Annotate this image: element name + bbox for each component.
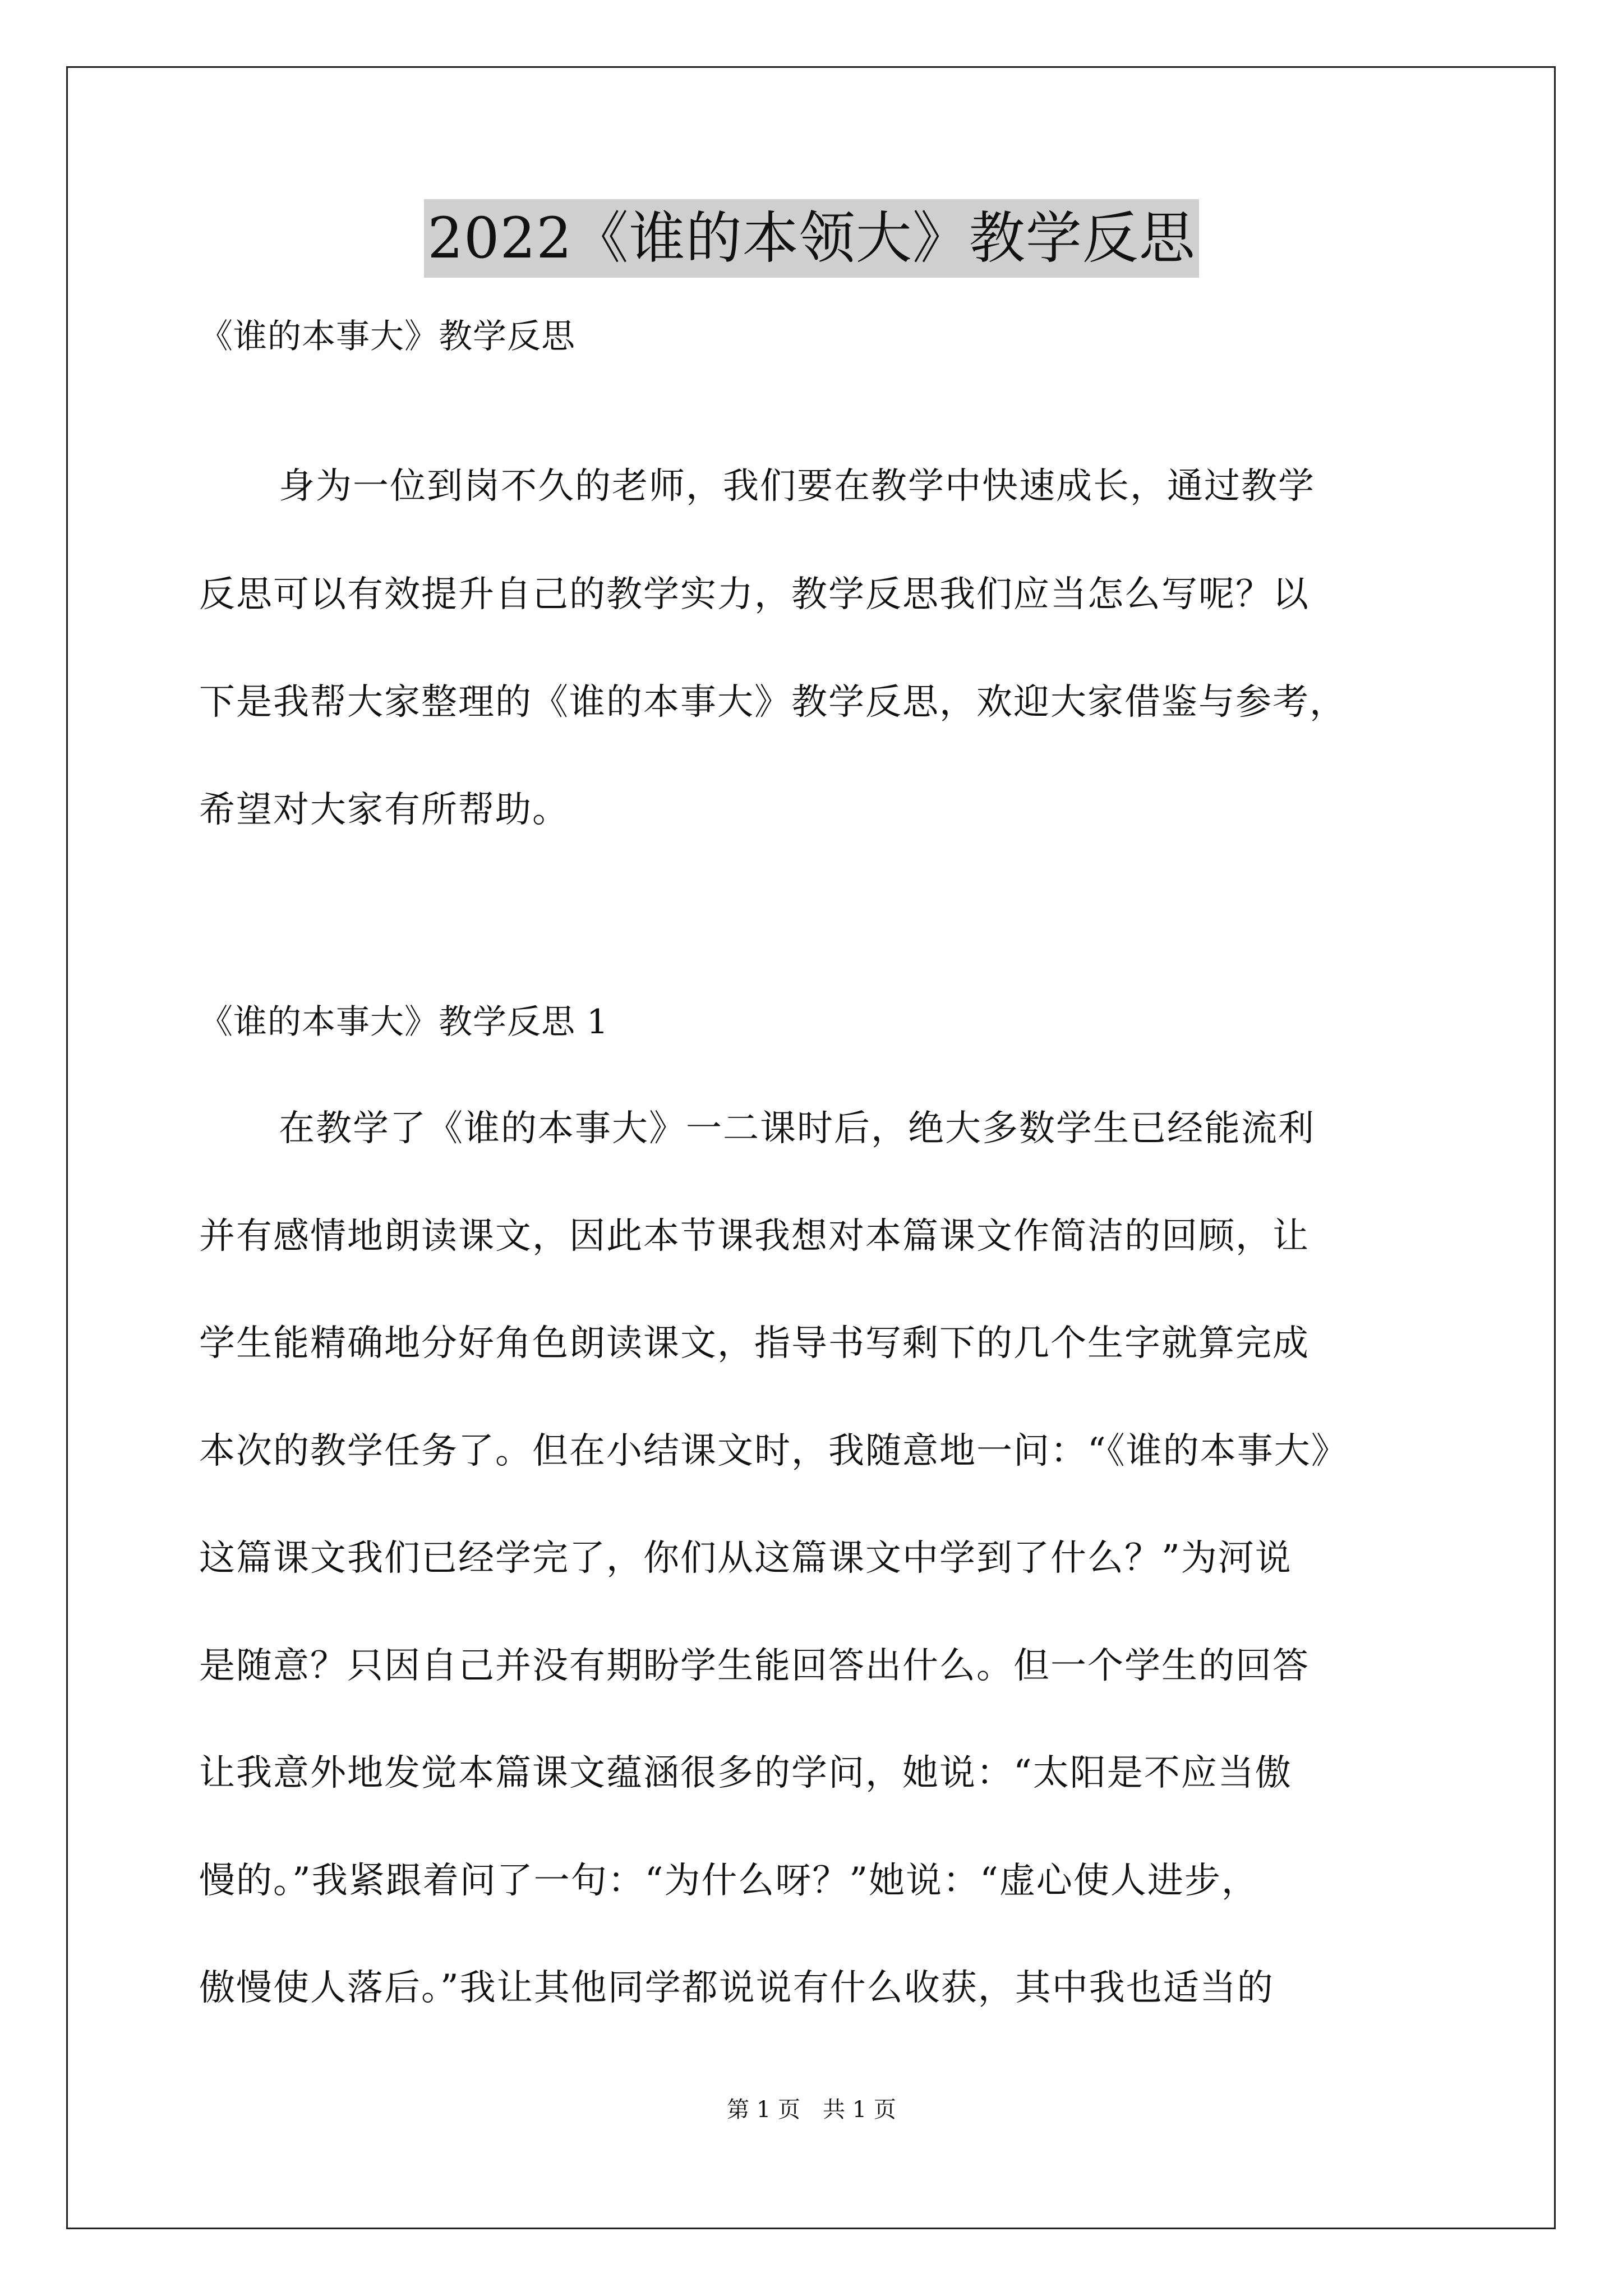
intro-line: 下是我帮大家整理的《谁的本事大》教学反思，欢迎大家借鉴与参考，: [199, 682, 1347, 723]
intro-line: 反思可以有效提升自己的教学实力，教学反思我们应当怎么写呢？以: [199, 574, 1310, 615]
body-line: 慢的。”我紧跟着问了一句：“为什么呀？”她说：“虚心使人进步，: [199, 1860, 1258, 1902]
body-line: 让我意外地发觉本篇课文蕴涵很多的学问，她说：“太阳是不应当傲: [199, 1752, 1292, 1794]
subtitle-heading: 《谁的本事大》教学反思: [199, 317, 575, 356]
body-line: 是随意？只因自己并没有期盼学生能回答出什么。但一个学生的回答: [199, 1645, 1310, 1687]
body-line: 并有感情地朗读课文，因此本节课我想对本篇课文作简洁的回顾，让: [199, 1216, 1310, 1257]
body-line: 学生能精确地分好角色朗读课文，指导书写剩下的几个生字就算完成: [199, 1323, 1310, 1364]
page-footer: 第 1 页 共 1 页: [727, 2097, 896, 2123]
section-heading: 《谁的本事大》教学反思 1: [199, 1002, 609, 1042]
document-title: 2022《谁的本领大》教学反思: [424, 199, 1199, 278]
body-line: 在教学了《谁的本事大》一二课时后，绝大多数学生已经能流利: [279, 1108, 1315, 1149]
body-line: 傲慢使人落后。”我让其他同学都说说有什么收获，其中我也适当的: [199, 1967, 1274, 2009]
intro-line: 身为一位到岗不久的老师，我们要在教学中快速成长，通过教学: [279, 466, 1315, 507]
intro-line: 希望对大家有所帮助。: [199, 789, 569, 831]
title-container: [0, 199, 1623, 278]
body-line: 这篇课文我们已经学完了，你们从这篇课文中学到了什么？”为河说: [199, 1538, 1292, 1579]
body-line: 本次的教学任务了。但在小结课文时，我随意地一问：“《谁的本事大》: [199, 1430, 1348, 1472]
